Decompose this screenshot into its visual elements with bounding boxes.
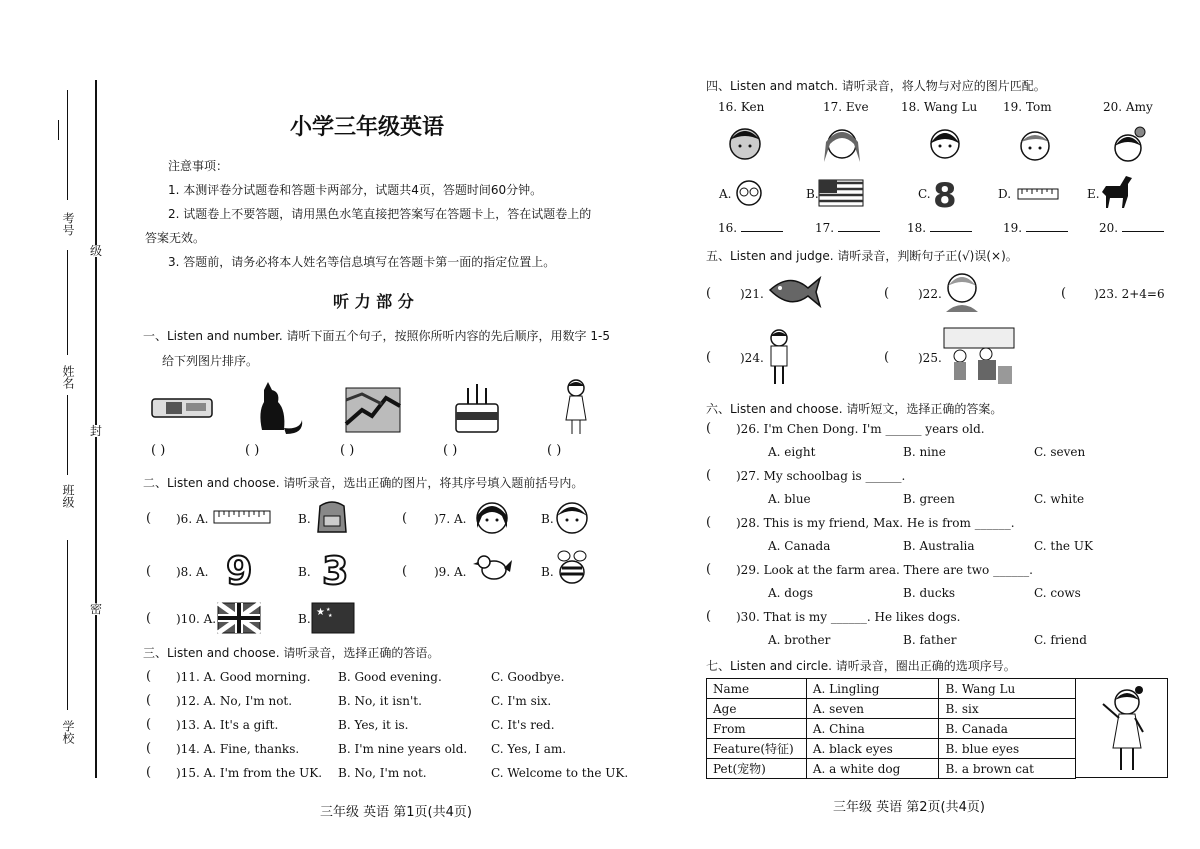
glasses-man-image — [733, 177, 765, 209]
q10-open[interactable]: ( — [146, 611, 152, 626]
section6-heading: 六、Listen and choose. 请听短文，选择正确的答案。 — [706, 402, 1003, 416]
s6-question: )27. My schoolbag is ______. — [736, 469, 906, 483]
girl-face-image-a — [472, 498, 512, 536]
s3-open-paren[interactable]: ( — [146, 765, 152, 780]
section1-heading: 一、Listen and number. 请听下面五个句子，按照你所听内容的先后顺序，用数字 1-5 — [143, 329, 610, 343]
s1-paren-5[interactable]: ( ) — [547, 443, 562, 458]
section1-heading-2: 给下列图片排序。 — [162, 354, 259, 368]
table-row — [707, 719, 1076, 739]
s6-open-paren[interactable]: ( — [706, 468, 712, 483]
section4-heading: 四、Listen and match. 请听录音，将人物与对应的图片匹配。 — [706, 79, 1046, 93]
name-20: 20. Amy — [1103, 100, 1153, 114]
s3-open-paren[interactable]: ( — [146, 717, 152, 732]
s1-paren-2[interactable]: ( ) — [245, 443, 260, 458]
name-19: 19. Tom — [1003, 100, 1052, 114]
great-wall-image — [342, 380, 404, 436]
svg-text:9: 9 — [226, 549, 253, 593]
option-a-cell[interactable]: A. a white dog — [806, 759, 939, 779]
row-key: Pet(宠物) — [707, 759, 807, 779]
answer-18-label: 18. — [907, 221, 927, 235]
s6-option-b[interactable]: B. nine — [903, 445, 946, 459]
horse-image — [1098, 170, 1138, 210]
q22-open[interactable]: ( — [884, 286, 890, 301]
note-2a: 2. 试题卷上不要答题，请用黑色水笔直接把答案写在答题卡上，答在试题卷上的 — [168, 207, 592, 221]
answer-20-label: 20. — [1099, 221, 1119, 235]
wang-lu-face-image — [925, 122, 965, 162]
opt-b-label: B. — [806, 187, 819, 201]
s6-option-c[interactable]: C. friend — [1034, 633, 1087, 647]
seal-mark-feng: 封 — [89, 424, 102, 438]
s3-option-c[interactable]: C. I'm six. — [491, 694, 552, 708]
grandmother-image — [940, 268, 984, 312]
option-b-cell[interactable]: B. Canada — [939, 719, 1076, 739]
name-16: 16. Ken — [718, 100, 765, 114]
table-row — [707, 739, 1076, 759]
row-key: Feature(特征) — [707, 739, 807, 759]
answer-19[interactable] — [1003, 221, 1068, 235]
q7-label: )7. A. — [434, 512, 467, 526]
eve-face-image — [822, 122, 862, 166]
s3-option-b[interactable]: B. No, I'm not. — [338, 766, 427, 780]
row-key: Name — [707, 679, 807, 699]
s1-paren-4[interactable]: ( ) — [443, 443, 458, 458]
info-table — [706, 678, 1076, 779]
part-title: 听 力 部 分 — [333, 292, 414, 311]
s6-option-c[interactable]: C. seven — [1034, 445, 1086, 459]
notes-heading: 注意事项： — [168, 159, 229, 173]
s6-question: )30. That is my ______. He likes dogs. — [736, 610, 961, 624]
s6-open-paren[interactable]: ( — [706, 421, 712, 436]
q7-b-label: B. — [541, 512, 554, 526]
s3-question-a[interactable]: )15. A. I'm from the UK. — [176, 766, 323, 780]
svg-text:3: 3 — [322, 549, 349, 593]
option-a-cell[interactable]: A. black eyes — [806, 739, 939, 759]
tom-face-image — [1015, 126, 1055, 164]
q8-label: )8. A. — [176, 565, 209, 579]
s6-option-a[interactable]: A. brother — [768, 633, 831, 647]
s6-option-a[interactable]: A. eight — [768, 445, 816, 459]
opt-d-label: D. — [998, 187, 1012, 201]
row-key: From — [707, 719, 807, 739]
s3-question-a[interactable]: )12. A. No, I'm not. — [176, 694, 293, 708]
section7-heading: 七、Listen and circle. 请听录音，圈出正确的选项序号。 — [706, 659, 1016, 673]
bird-image-a — [472, 548, 514, 588]
s3-open-paren[interactable]: ( — [146, 693, 152, 708]
q9-label: )9. A. — [434, 565, 467, 579]
fish-image — [766, 266, 822, 312]
option-b-cell[interactable]: B. six — [939, 699, 1076, 719]
table-row — [707, 679, 1076, 699]
q9-open[interactable]: ( — [402, 564, 408, 579]
name-line — [67, 250, 68, 355]
q9-b-label: B. — [541, 565, 554, 579]
ruler-image-a — [213, 510, 271, 524]
q21-label: )21. — [740, 287, 764, 301]
ken-face-image — [725, 122, 765, 162]
q23-open[interactable]: ( — [1061, 286, 1067, 301]
option-a-cell[interactable]: A. Lingling — [806, 679, 939, 699]
s3-option-c[interactable]: C. It's red. — [491, 718, 555, 732]
schoolbag-image-b — [312, 498, 352, 536]
note-2b: 答案无效。 — [145, 231, 206, 245]
cat-image — [250, 380, 310, 440]
s3-question-a[interactable]: )14. A. Fine, thanks. — [176, 742, 300, 756]
ruler-image — [1017, 188, 1059, 200]
q8-open[interactable]: ( — [146, 564, 152, 579]
number-nine-image-a — [224, 549, 254, 593]
answer-16[interactable] — [718, 221, 783, 235]
table-row — [707, 699, 1076, 719]
birthday-cake-image — [452, 378, 502, 436]
svg-text:★: ★ — [316, 607, 325, 618]
exam-no-line — [67, 90, 68, 200]
number-eight-image — [932, 175, 958, 216]
svg-text:8: 8 — [933, 176, 957, 216]
s3-option-c[interactable]: C. Yes, I am. — [491, 742, 567, 756]
q6-b-label: B. — [298, 512, 311, 526]
q6-open[interactable]: ( — [146, 511, 152, 526]
class-label: 班级 — [61, 484, 75, 508]
s1-paren-3[interactable]: ( ) — [340, 443, 355, 458]
note-1: 1. 本测评卷分试题卷和答题卡两部分，试题共4页，答题时间60分钟。 — [168, 183, 543, 197]
bee-image-b — [552, 548, 592, 588]
opt-e-label: E. — [1087, 187, 1100, 201]
option-b-cell[interactable]: B. a brown cat — [939, 759, 1076, 779]
class-line — [67, 395, 68, 475]
s3-option-c[interactable]: C. Welcome to the UK. — [491, 766, 629, 780]
s6-option-b[interactable]: B. Australia — [903, 539, 975, 553]
q21-open[interactable]: ( — [706, 286, 712, 301]
section3-heading: 三、Listen and choose. 请听录音，选择正确的答语。 — [143, 646, 440, 660]
s6-question: )29. Look at the farm area. There are two ______. — [736, 563, 1033, 577]
page-title: 小学三年级英语 — [290, 115, 445, 140]
seal-mark-mi: 密 — [89, 602, 102, 616]
option-b-cell[interactable]: B. Wang Lu — [939, 679, 1076, 699]
s6-open-paren[interactable]: ( — [706, 562, 712, 577]
s3-option-b[interactable]: B. Good evening. — [338, 670, 442, 684]
s6-option-a[interactable]: A. Canada — [768, 539, 831, 553]
s3-question-a[interactable]: )13. A. It's a gift. — [176, 718, 279, 732]
row-key: Age — [707, 699, 807, 719]
s3-open-paren[interactable]: ( — [146, 741, 152, 756]
s6-option-b[interactable]: B. father — [903, 633, 957, 647]
number-three-image-b — [320, 549, 350, 593]
s3-option-b[interactable]: B. No, it isn't. — [338, 694, 422, 708]
answer-18[interactable] — [907, 221, 972, 235]
china-flag-image-b — [312, 603, 354, 633]
q25-label: )25. — [918, 351, 942, 365]
s6-question: )28. This is my friend, Max. He is from ______. — [736, 516, 1015, 530]
uk-flag-image-a — [218, 603, 260, 633]
s6-option-c[interactable]: C. the UK — [1034, 539, 1093, 553]
exam-no-label: 考号 — [61, 212, 75, 236]
s3-option-b[interactable]: B. I'm nine years old. — [338, 742, 468, 756]
s6-option-c[interactable]: C. white — [1034, 492, 1085, 506]
note-3: 3. 答题前，请务必将本人姓名等信息填写在答题卡第一面的指定位置上。 — [168, 255, 556, 269]
answer-17[interactable] — [815, 221, 880, 235]
s6-option-a[interactable]: A. dogs — [768, 586, 814, 600]
s6-option-b[interactable]: B. green — [903, 492, 955, 506]
q10-label: )10. A. — [176, 612, 217, 626]
q24-open[interactable]: ( — [706, 350, 712, 365]
q25-open[interactable]: ( — [884, 350, 890, 365]
girl-image — [560, 378, 592, 438]
q24-label: )24. — [740, 351, 764, 365]
school-label: 学校 — [61, 720, 75, 744]
s6-option-c[interactable]: C. cows — [1034, 586, 1081, 600]
section2-heading: 二、Listen and choose. 请听录音，选出正确的图片，将其序号填入题前括号内。 — [143, 476, 584, 490]
s3-option-b[interactable]: B. Yes, it is. — [338, 718, 409, 732]
answer-20[interactable] — [1099, 221, 1164, 235]
s1-paren-1[interactable]: ( ) — [151, 443, 166, 458]
waving-girl-image — [1095, 682, 1153, 776]
option-a-cell[interactable]: A. seven — [806, 699, 939, 719]
seal-mark-ji: 级 — [89, 244, 102, 258]
answer-17-label: 17. — [815, 221, 835, 235]
opt-c-label: C. — [918, 187, 931, 201]
school-line — [67, 540, 68, 710]
section5-heading: 五、Listen and judge. 请听录音，判断句子正(√)误(×)。 — [706, 249, 1018, 263]
q23-label: )23. 2+4=6 — [1094, 287, 1165, 301]
s3-question-a[interactable]: )11. A. Good morning. — [176, 670, 311, 684]
footer-left: 三年级 英语 第1页(共4页) — [320, 805, 472, 820]
name-17: 17. Eve — [823, 100, 869, 114]
pencil-case-image — [150, 395, 214, 421]
s3-option-c[interactable]: C. Goodbye. — [491, 670, 565, 684]
amy-face-image — [1108, 122, 1150, 166]
opt-a-label: A. — [719, 187, 732, 201]
option-a-cell[interactable]: A. China — [806, 719, 939, 739]
name-18: 18. Wang Lu — [901, 100, 978, 114]
boy-face-image-b — [552, 498, 592, 536]
s6-option-a[interactable]: A. blue — [768, 492, 811, 506]
svg-text:★: ★ — [328, 613, 333, 619]
s6-option-b[interactable]: B. ducks — [903, 586, 956, 600]
q10-b-label: B. — [298, 612, 311, 626]
q6-label: )6. A. — [176, 512, 209, 526]
family-scene-image — [942, 326, 1016, 388]
boy-standing-image — [765, 328, 793, 388]
name-label: 姓名 — [61, 365, 75, 389]
footer-right: 三年级 英语 第2页(共4页) — [833, 800, 985, 815]
q8-b-label: B. — [298, 565, 311, 579]
s3-open-paren[interactable]: ( — [146, 669, 152, 684]
table-row — [707, 759, 1076, 779]
svg-text:★: ★ — [326, 607, 331, 613]
answer-16-label: 16. — [718, 221, 738, 235]
s6-open-paren[interactable]: ( — [706, 609, 712, 624]
answer-19-label: 19. — [1003, 221, 1023, 235]
s6-open-paren[interactable]: ( — [706, 515, 712, 530]
option-b-cell[interactable]: B. blue eyes — [939, 739, 1076, 759]
s6-question: )26. I'm Chen Dong. I'm ______ years old. — [736, 422, 985, 436]
q7-open[interactable]: ( — [402, 511, 408, 526]
q22-label: )22. — [918, 287, 942, 301]
usa-flag-image — [819, 180, 863, 206]
margin-line-inner — [58, 120, 59, 140]
